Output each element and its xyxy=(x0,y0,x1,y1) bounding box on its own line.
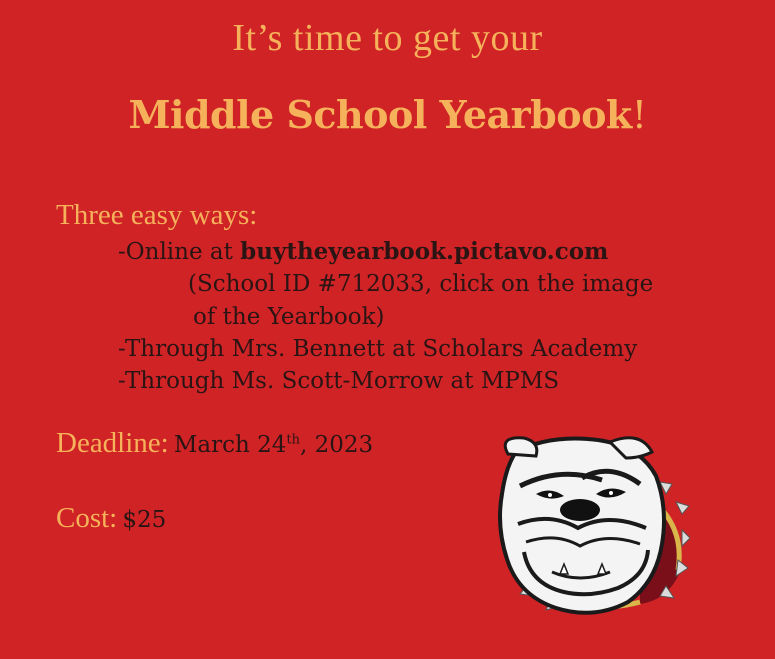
way-online xyxy=(118,238,608,265)
headline-exclamation: ! xyxy=(631,93,647,137)
yearbook-url-link[interactable]: buytheyearbook.pictavo.com xyxy=(240,238,609,265)
headline-line-2 xyxy=(0,92,775,137)
way-online-note-line-2: of the Yearbook) xyxy=(193,304,385,330)
headline-yearbook-title: Middle School Yearbook xyxy=(128,92,632,137)
cost-row xyxy=(56,502,166,535)
bulldog-mascot-icon xyxy=(490,432,690,622)
way-through-scott-morrow: -Through Ms. Scott-Morrow at MPMS xyxy=(118,368,560,394)
deadline-label: Deadline: xyxy=(56,427,169,459)
deadline-date-main: March 24 xyxy=(173,432,287,458)
way-online-prefix: -Online at xyxy=(118,239,241,265)
ways-heading: Three easy ways: xyxy=(56,199,258,231)
way-online-note-line-1: (School ID #712033, click on the image xyxy=(188,271,654,297)
deadline-date-ordinal: th xyxy=(286,432,300,448)
headline-line-1: It’s time to get your xyxy=(232,17,543,59)
deadline-date-year: , 2023 xyxy=(299,432,374,458)
deadline-date xyxy=(174,432,373,458)
deadline-row xyxy=(56,427,373,460)
way-through-bennett: -Through Mrs. Bennett at Scholars Academy xyxy=(118,336,638,362)
cost-label: Cost: xyxy=(56,502,118,534)
cost-value: $25 xyxy=(122,507,167,533)
